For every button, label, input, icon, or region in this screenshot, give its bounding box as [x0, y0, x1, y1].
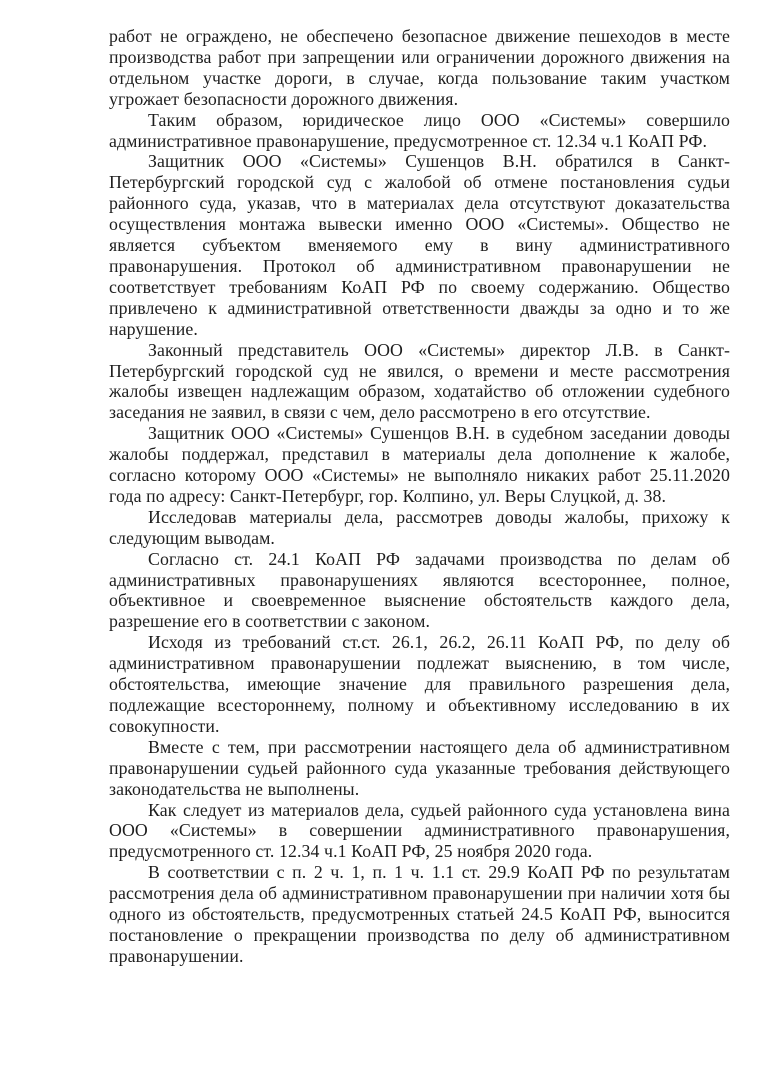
paragraph: В соответствии с п. 2 ч. 1, п. 1 ч. 1.1 ст. 29.9 КоАП РФ по результатам рассмотрения дела об административном правонарушении при наличии хотя бы одного из обстоятельств, предусмотренных статьей 24.5 КоАП РФ, выносится постановление о прекращении производства по делу об административном правонарушении.	[109, 862, 730, 966]
paragraph: Исходя из требований ст.ст. 26.1, 26.2, 26.11 КоАП РФ, по делу об административном правонарушении подлежат выяснению, в том числе, обстоятельства, имеющие значение для правильного разрешения дела, подлежащие всестороннему, полному и объективному исследованию в их совокупности.	[109, 632, 730, 736]
paragraph: Исследовав материалы дела, рассмотрев доводы жалобы, прихожу к следующим выводам.	[109, 506, 730, 548]
document-text-block	[109, 26, 730, 967]
paragraph: Согласно ст. 24.1 КоАП РФ задачами производства по делам об административных правонарушениях являются всестороннее, полное, объективное и своевременное выяснение обстоятельств каждого дела, разрешение его в соответствии с законом.	[109, 548, 730, 632]
paragraph: Как следует из материалов дела, судьей районного суда установлена вина ООО «Системы» в совершении административного правонарушения, предусмотренного ст. 12.34 ч.1 КоАП РФ, 25 ноября 2020 года.	[109, 799, 730, 862]
paragraph: Таким образом, юридическое лицо ООО «Системы» совершило административное правонарушение, предусмотренное ст. 12.34 ч.1 КоАП РФ.	[109, 109, 730, 151]
paragraph: Вместе с тем, при рассмотрении настоящего дела об административном правонарушении судьей районного суда указанные требования действующего законодательства не выполнены.	[109, 736, 730, 799]
paragraph: Защитник ООО «Системы» Сушенцов В.Н. в судебном заседании доводы жалобы поддержал, представил в материалы дела дополнение к жалобе, согласно которому ООО «Системы» не выполняло никаких работ 25.11.2020 года по адресу: Санкт-Петербург, гор. Колпино, ул. Веры Слуцкой, д. 38.	[109, 423, 730, 506]
paragraph: работ не ограждено, не обеспечено безопасное движение пешеходов в месте производства работ при запрещении или ограничении дорожного движения на отдельном участке дороги, в случае, когда пользование таким участком угрожает безопасности дорожного движения.	[109, 26, 730, 109]
paragraph: Защитник ООО «Системы» Сушенцов В.Н. обратился в Санкт-Петербургский городской суд с жалобой об отмене постановления судьи районного суда, указав, что в материалах дела отсутствуют доказательства осуществления монтажа вывески именно ООО «Системы». Общество не является субъектом вменяемого ему в вину административного правонарушения. Протокол об административном правонарушении не соответствует требованиям КоАП РФ по своему содержанию. Общество привлечено к административной ответственности дважды за одно и то же нарушение.	[109, 151, 730, 339]
paragraph: Законный представитель ООО «Системы» директор Л.В. в Санкт-Петербургский городской суд не явился, о времени и месте рассмотрения жалобы извещен надлежащим образом, ходатайство об отложении судебного заседания не заявил, в связи с чем, дело рассмотрено в его отсутствие.	[109, 339, 730, 423]
